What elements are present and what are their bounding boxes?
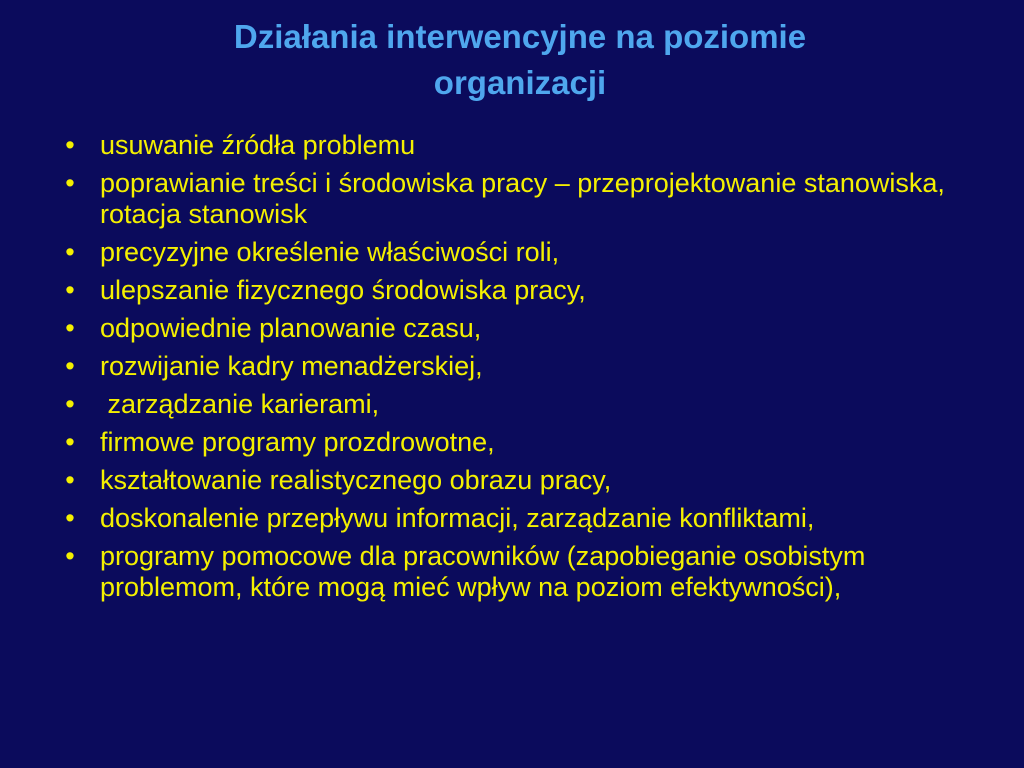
bullet-item-8 xyxy=(58,427,998,458)
bullet-item-4 xyxy=(58,275,998,306)
bullet-text: usuwanie źródła problemu xyxy=(100,130,416,160)
bullet-text: ulepszanie fizycznego środowiska pracy, xyxy=(100,275,586,305)
bullet-icon: • xyxy=(65,427,75,457)
bullet-icon: • xyxy=(65,465,75,495)
bullet-item-6 xyxy=(58,351,998,382)
bullet-item-9 xyxy=(58,465,998,496)
bullet-item-1 xyxy=(58,130,998,161)
slide-title xyxy=(60,14,980,106)
bullet-icon: • xyxy=(65,237,75,267)
bullet-text: rozwijanie kadry menadżerskiej, xyxy=(100,351,483,381)
bullet-item-5 xyxy=(58,313,998,344)
bullet-icon: • xyxy=(65,313,75,343)
bullet-item-11 xyxy=(58,541,998,603)
bullet-text: programy pomocowe dla pracowników (zapobieganie osobistym problemom, które mogą mieć wpływ na poziom efektywności), xyxy=(100,541,866,602)
bullet-list xyxy=(58,130,998,610)
bullet-item-10 xyxy=(58,503,998,534)
bullet-text: zarządzanie karierami, xyxy=(100,389,380,419)
slide-title-line-1: Działania interwencyjne na poziomie xyxy=(233,18,807,55)
bullet-item-2 xyxy=(58,168,998,230)
bullet-icon: • xyxy=(65,503,75,533)
bullet-item-7 xyxy=(58,389,998,420)
bullet-item-3 xyxy=(58,237,998,268)
bullet-text: precyzyjne określenie właściwości roli, xyxy=(100,237,560,267)
bullet-text: firmowe programy prozdrowotne, xyxy=(100,427,495,457)
bullet-text: odpowiednie planowanie czasu, xyxy=(100,313,482,343)
bullet-icon: • xyxy=(65,351,75,381)
bullet-icon: • xyxy=(65,389,75,419)
slide-title-line-2: organizacji xyxy=(433,64,607,101)
bullet-icon: • xyxy=(65,168,75,198)
bullet-icon: • xyxy=(65,275,75,305)
bullet-icon: • xyxy=(65,130,75,160)
bullet-icon: • xyxy=(65,541,75,571)
bullet-text: kształtowanie realistycznego obrazu pracy, xyxy=(100,465,612,495)
bullet-text: poprawianie treści i środowiska pracy – przeprojektowanie stanowiska, rotacja stanowisk xyxy=(100,168,945,229)
bullet-text: doskonalenie przepływu informacji, zarządzanie konfliktami, xyxy=(100,503,815,533)
